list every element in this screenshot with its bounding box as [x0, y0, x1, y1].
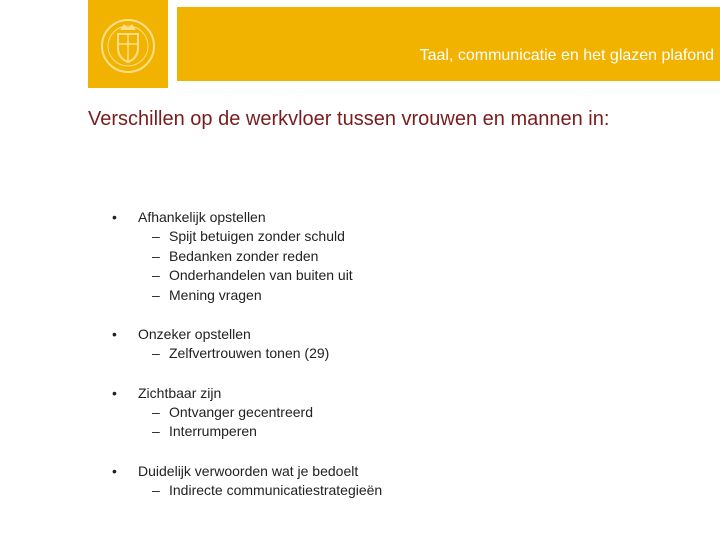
bullet-list [112, 208, 692, 520]
header-band [177, 7, 720, 81]
sub-item [112, 403, 692, 423]
bullet-marker: • [112, 326, 117, 342]
bullet-marker: • [112, 384, 117, 401]
sub-item-text: Onderhandelen van buiten uit [169, 267, 353, 283]
bullet-item [112, 325, 692, 364]
logo-box [88, 0, 168, 88]
bullet-marker: • [112, 209, 117, 225]
sub-item-text: Indirecte communicatiestrategieën [169, 481, 383, 498]
sub-item [112, 344, 692, 364]
dash-marker: – [152, 286, 160, 303]
sub-list [112, 481, 692, 501]
presentation-title: Taal, communicatie en het glazen plafond [419, 47, 714, 64]
dash-marker: – [152, 423, 160, 439]
bullet-text: Duidelijk verwoorden wat je bedoelt [138, 462, 359, 479]
dash-marker: – [152, 403, 160, 420]
sub-list [112, 344, 692, 364]
sub-item [112, 247, 692, 267]
sub-item-text: Zelfvertrouwen tonen (29) [169, 345, 330, 361]
bullet-item [112, 384, 692, 442]
bullet-text: Afhankelijk opstellen [138, 209, 266, 225]
dash-marker: – [152, 247, 160, 264]
sub-item [112, 481, 692, 501]
sub-list [112, 227, 692, 305]
sub-item-text: Ontvanger gecentreerd [169, 403, 313, 420]
dash-marker: – [152, 228, 160, 244]
sub-item [112, 286, 692, 306]
sub-item [112, 422, 692, 442]
bullet-marker: • [112, 462, 117, 479]
sub-item-text: Bedanken zonder reden [169, 247, 319, 264]
university-seal-icon [96, 10, 160, 78]
sub-list [112, 403, 692, 442]
bullet-text: Zichtbaar zijn [138, 384, 222, 401]
sub-item-text: Interrumperen [169, 423, 257, 439]
slide-heading: Verschillen op de werkvloer tussen vrouwen en mannen in: [88, 108, 610, 130]
bullet-text: Onzeker opstellen [138, 326, 251, 342]
sub-item [112, 266, 692, 286]
sub-item [112, 227, 692, 247]
bullet-item [112, 208, 692, 305]
bullet-item [112, 462, 692, 501]
sub-item-text: Mening vragen [169, 286, 262, 303]
dash-marker: – [152, 267, 160, 283]
sub-item-text: Spijt betuigen zonder schuld [169, 228, 345, 244]
dash-marker: – [152, 481, 160, 498]
dash-marker: – [152, 345, 160, 361]
